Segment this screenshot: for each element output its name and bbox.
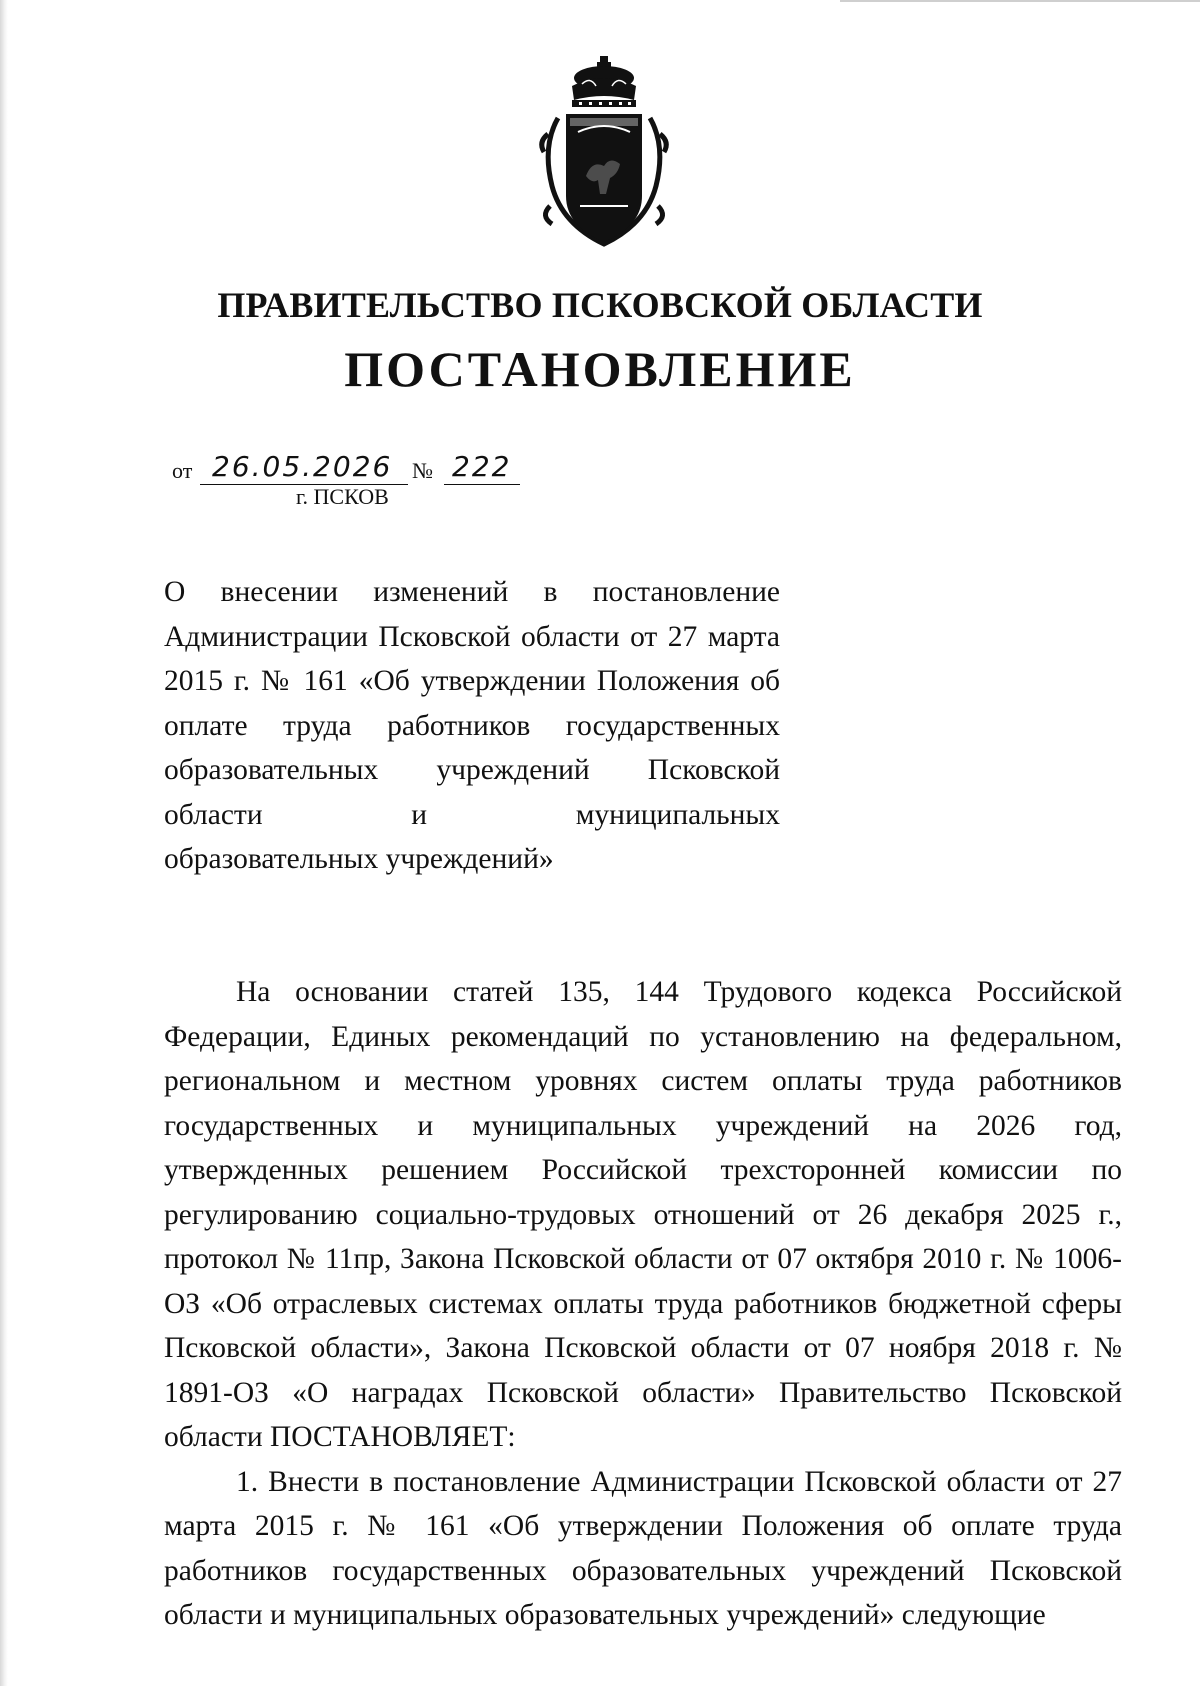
body-paragraph: На основании статей 135, 144 Трудового кодекса Российской Федерации, Единых рекомендаций по установлению на федеральном, региональном и местном уровнях систем оплаты труда работников государственных и муниципальных учреждений на 2026 год, утвержденных решением Российской трехсторонней комиссии по регулированию социально-трудовых отношений от 26 декабря 2025 г., протокол № 11пр, Закона Псковской области от 07 октября 2010 г. № 1006-ОЗ «Об отраслевых системах оплаты труда работников бюджетной сферы Псковской области», Закона Псковской области от 07 ноября 2018 г. № 1891-ОЗ «О наградах Псковской области» Правительство Псковской области ПОСТАНОВЛЯЕТ:: [164, 976, 1122, 1453]
handwritten-date: 26.05.2026: [212, 450, 393, 483]
document-subject: [164, 570, 780, 882]
scan-edge-top: [840, 0, 1200, 2]
coat-of-arms-icon: [534, 56, 682, 256]
subject-text: О внесении изменений в постановление Администрации Псковской области от 27 марта 2015 г. № 161 «Об утверждении Положения об оплате труда работников государственных образовательных учреждений Псковской области и муниципальных: [164, 576, 780, 831]
date-prefix: от: [172, 458, 193, 483]
number-underline: [444, 484, 520, 485]
handwritten-number: 222: [452, 450, 512, 483]
document-type-title: ПОСТАНОВЛЕНИЕ: [344, 341, 856, 397]
body-paragraph: 1. Внести в постановление Администрации Псковской области от 27 марта 2015 г. № 161 «Об утверждении Положения об оплате труда работников государственных образовательных учреждений Псковской области и муниципальных образовательных учреждений» следующие: [164, 1465, 1122, 1631]
document-body: [164, 970, 1122, 1638]
city-label: г. ПСКОВ: [296, 484, 389, 509]
scan-edge: [0, 0, 8, 1686]
organization-title: ПРАВИТЕЛЬСТВО ПСКОВСКОЙ ОБЛАСТИ: [217, 285, 983, 325]
number-prefix: №: [412, 458, 433, 483]
subject-last-line: образовательных учреждений»: [164, 843, 554, 875]
